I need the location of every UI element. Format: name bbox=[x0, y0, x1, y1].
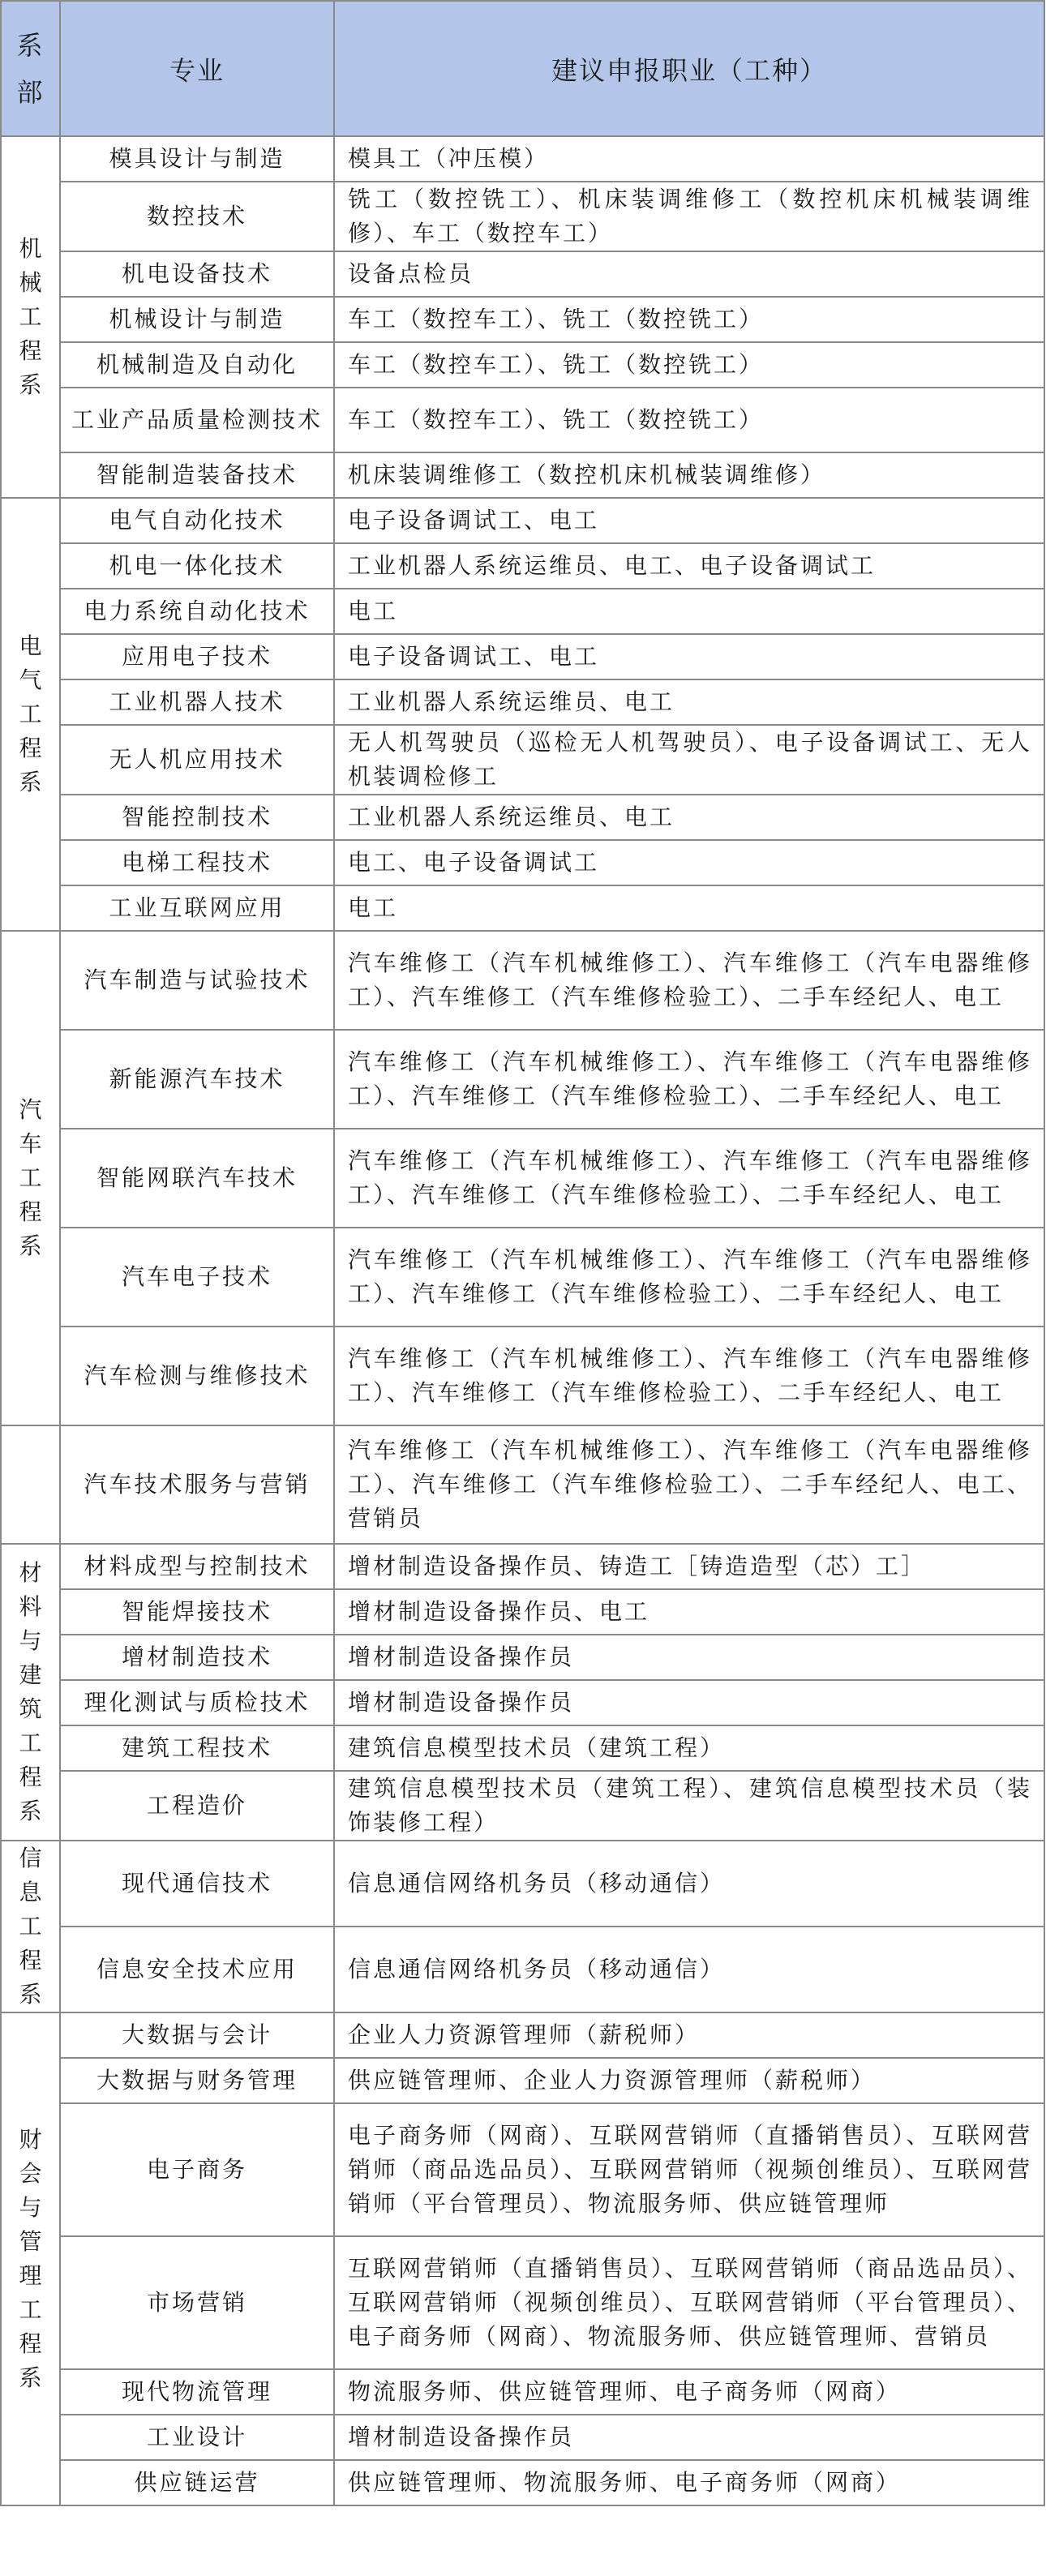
occupation-cell: 电子设备调试工、电工 bbox=[334, 498, 1044, 543]
table-row bbox=[1, 136, 1044, 182]
occupation-cell: 工业机器人系统运维员、电工 bbox=[334, 679, 1044, 725]
header-dept-text: 系部 bbox=[16, 29, 45, 108]
occupation-cell: 汽车维修工（汽车机械维修工）、汽车维修工（汽车电器维修工）、汽车维修工（汽车维修检验工）、二手车经纪人、电工 bbox=[334, 1327, 1044, 1425]
major-cell: 材料成型与控制技术 bbox=[60, 1544, 334, 1589]
occupation-cell: 企业人力资源管理师（薪税师） bbox=[334, 2012, 1044, 2058]
major-cell: 电力系统自动化技术 bbox=[60, 589, 334, 634]
header-major: 专业 bbox=[60, 1, 334, 136]
table-row bbox=[1, 589, 1044, 634]
occupation-cell: 物流服务师、供应链管理师、电子商务师（网商） bbox=[334, 2369, 1044, 2415]
major-cell: 电子商务 bbox=[60, 2103, 334, 2236]
occupation-cell: 车工（数控车工）、铣工（数控铣工） bbox=[334, 297, 1044, 342]
table-row bbox=[1, 634, 1044, 679]
major-cell: 市场营销 bbox=[60, 2236, 334, 2369]
occupation-cell: 信息通信网络机务员（移动通信） bbox=[334, 1841, 1044, 1927]
table-row bbox=[1, 182, 1044, 251]
table-row bbox=[1, 2369, 1044, 2415]
table-row bbox=[1, 543, 1044, 589]
major-cell: 工业设计 bbox=[60, 2415, 334, 2460]
major-cell: 机电设备技术 bbox=[60, 251, 334, 297]
header-dept bbox=[1, 1, 60, 136]
occupation-cell: 汽车维修工（汽车机械维修工）、汽车维修工（汽车电器维修工）、汽车维修工（汽车维修检验工）、二手车经纪人、电工 bbox=[334, 1030, 1044, 1129]
table-row bbox=[1, 1228, 1044, 1327]
major-cell: 建筑工程技术 bbox=[60, 1725, 334, 1771]
table-row bbox=[1, 1635, 1044, 1680]
major-cell: 机械制造及自动化 bbox=[60, 342, 334, 388]
table-row bbox=[1, 2012, 1044, 2058]
major-cell: 工程造价 bbox=[60, 1771, 334, 1841]
table-row bbox=[1, 1841, 1044, 1927]
table-row bbox=[1, 1771, 1044, 1841]
major-cell: 工业产品质量检测技术 bbox=[60, 388, 334, 452]
major-cell: 大数据与会计 bbox=[60, 2012, 334, 2058]
table-row bbox=[1, 1589, 1044, 1635]
table-row bbox=[1, 885, 1044, 931]
table-row bbox=[1, 297, 1044, 342]
major-cell: 理化测试与质检技术 bbox=[60, 1680, 334, 1725]
major-cell: 现代物流管理 bbox=[60, 2369, 334, 2415]
table-row bbox=[1, 342, 1044, 388]
major-cell: 汽车制造与试验技术 bbox=[60, 931, 334, 1030]
major-cell: 应用电子技术 bbox=[60, 634, 334, 679]
dept-cell bbox=[1, 931, 60, 1425]
header-occupation: 建议申报职业（工种） bbox=[334, 1, 1044, 136]
dept-name: 机械工程系 bbox=[19, 235, 42, 398]
dept-cell bbox=[1, 1425, 60, 1544]
major-cell: 汽车电子技术 bbox=[60, 1228, 334, 1327]
table-row bbox=[1, 452, 1044, 498]
occupation-cell: 车工（数控车工）、铣工（数控铣工） bbox=[334, 342, 1044, 388]
occupation-cell: 供应链管理师、企业人力资源管理师（薪税师） bbox=[334, 2058, 1044, 2103]
occupation-cell: 铣工（数控铣工）、机床装调维修工（数控机床机械装调维修）、车工（数控车工） bbox=[334, 182, 1044, 251]
table-row bbox=[1, 2460, 1044, 2505]
major-cell: 数控技术 bbox=[60, 182, 334, 251]
table-row bbox=[1, 1725, 1044, 1771]
table-row bbox=[1, 725, 1044, 795]
dept-cell bbox=[1, 136, 60, 498]
major-cell: 机械设计与制造 bbox=[60, 297, 334, 342]
table-row bbox=[1, 795, 1044, 840]
table-row bbox=[1, 1327, 1044, 1425]
major-cell: 供应链运营 bbox=[60, 2460, 334, 2505]
table-row bbox=[1, 679, 1044, 725]
occupation-cell: 增材制造设备操作员 bbox=[334, 1635, 1044, 1680]
occupation-cell: 车工（数控车工）、铣工（数控铣工） bbox=[334, 388, 1044, 452]
occupation-cell: 增材制造设备操作员 bbox=[334, 1680, 1044, 1725]
occupation-cell: 汽车维修工（汽车机械维修工）、汽车维修工（汽车电器维修工）、汽车维修工（汽车维修检验工）、二手车经纪人、电工、营销员 bbox=[334, 1425, 1044, 1544]
occupation-cell: 信息通信网络机务员（移动通信） bbox=[334, 1927, 1044, 2012]
occupation-cell: 汽车维修工（汽车机械维修工）、汽车维修工（汽车电器维修工）、汽车维修工（汽车维修检验工）、二手车经纪人、电工 bbox=[334, 931, 1044, 1030]
dept-cell bbox=[1, 2012, 60, 2505]
major-cell: 电梯工程技术 bbox=[60, 840, 334, 885]
dept-name: 财会与管理工程系 bbox=[19, 2126, 42, 2391]
occupation-cell: 建筑信息模型技术员（建筑工程） bbox=[334, 1725, 1044, 1771]
table-row bbox=[1, 388, 1044, 452]
major-cell: 电气自动化技术 bbox=[60, 498, 334, 543]
table-row bbox=[1, 1129, 1044, 1228]
table-body bbox=[1, 136, 1044, 2505]
major-cell: 汽车技术服务与营销 bbox=[60, 1425, 334, 1544]
occupation-cell: 建筑信息模型技术员（建筑工程）、建筑信息模型技术员（装饰装修工程） bbox=[334, 1771, 1044, 1841]
occupation-cell: 电工 bbox=[334, 589, 1044, 634]
dept-name: 电气工程系 bbox=[19, 632, 42, 795]
occupation-cell: 增材制造设备操作员、铸造工［铸造造型（芯）工］ bbox=[334, 1544, 1044, 1589]
occupation-cell: 互联网营销师（直播销售员）、互联网营销师（商品选品员）、互联网营销师（视频创维员）、互联网营销师（平台管理员）、电子商务师（网商）、物流服务师、供应链管理师、营销员 bbox=[334, 2236, 1044, 2369]
occupation-cell: 增材制造设备操作员 bbox=[334, 2415, 1044, 2460]
major-cell: 现代通信技术 bbox=[60, 1841, 334, 1927]
table-row bbox=[1, 1425, 1044, 1544]
occupation-cell: 电子商务师（网商）、互联网营销师（直播销售员）、互联网营销师（商品选品员）、互联网营销师（视频创维员）、互联网营销师（平台管理员）、物流服务师、供应链管理师 bbox=[334, 2103, 1044, 2236]
dept-cell bbox=[1, 498, 60, 931]
occupation-cell: 电工、电子设备调试工 bbox=[334, 840, 1044, 885]
occupation-cell: 供应链管理师、物流服务师、电子商务师（网商） bbox=[334, 2460, 1044, 2505]
major-cell: 智能制造装备技术 bbox=[60, 452, 334, 498]
major-cell: 工业机器人技术 bbox=[60, 679, 334, 725]
occupation-cell: 模具工（冲压模） bbox=[334, 136, 1044, 182]
occupation-cell: 汽车维修工（汽车机械维修工）、汽车维修工（汽车电器维修工）、汽车维修工（汽车维修检验工）、二手车经纪人、电工 bbox=[334, 1129, 1044, 1228]
major-cell: 工业互联网应用 bbox=[60, 885, 334, 931]
major-cell: 新能源汽车技术 bbox=[60, 1030, 334, 1129]
occupation-cell: 工业机器人系统运维员、电工 bbox=[334, 795, 1044, 840]
major-cell: 模具设计与制造 bbox=[60, 136, 334, 182]
table-row bbox=[1, 1030, 1044, 1129]
dept-name: 信息工程系 bbox=[19, 1845, 42, 2008]
table-row bbox=[1, 1544, 1044, 1589]
table-row bbox=[1, 2415, 1044, 2460]
table-row bbox=[1, 1680, 1044, 1725]
major-cell: 大数据与财务管理 bbox=[60, 2058, 334, 2103]
table-row bbox=[1, 840, 1044, 885]
dept-name: 材料与建筑工程系 bbox=[19, 1559, 42, 1824]
occupation-cell: 机床装调维修工（数控机床机械装调维修） bbox=[334, 452, 1044, 498]
major-cell: 智能网联汽车技术 bbox=[60, 1129, 334, 1228]
occupation-cell: 电工 bbox=[334, 885, 1044, 931]
major-cell: 智能控制技术 bbox=[60, 795, 334, 840]
occupation-cell: 无人机驾驶员（巡检无人机驾驶员）、电子设备调试工、无人机装调检修工 bbox=[334, 725, 1044, 795]
table-row bbox=[1, 1927, 1044, 2012]
occupation-cell: 电子设备调试工、电工 bbox=[334, 634, 1044, 679]
dept-name: 汽车工程系 bbox=[19, 1096, 42, 1259]
table-row bbox=[1, 498, 1044, 543]
major-cell: 机电一体化技术 bbox=[60, 543, 334, 589]
table-row bbox=[1, 2058, 1044, 2103]
occupation-cell: 设备点检员 bbox=[334, 251, 1044, 297]
table-row bbox=[1, 251, 1044, 297]
table-row bbox=[1, 931, 1044, 1030]
dept-cell bbox=[1, 1544, 60, 1841]
major-cell: 智能焊接技术 bbox=[60, 1589, 334, 1635]
major-cell: 增材制造技术 bbox=[60, 1635, 334, 1680]
table-row bbox=[1, 2103, 1044, 2236]
major-cell: 信息安全技术应用 bbox=[60, 1927, 334, 2012]
major-cell: 无人机应用技术 bbox=[60, 725, 334, 795]
occupation-cell: 工业机器人系统运维员、电工、电子设备调试工 bbox=[334, 543, 1044, 589]
occupation-cell: 汽车维修工（汽车机械维修工）、汽车维修工（汽车电器维修工）、汽车维修工（汽车维修检验工）、二手车经纪人、电工 bbox=[334, 1228, 1044, 1327]
major-cell: 汽车检测与维修技术 bbox=[60, 1327, 334, 1425]
dept-cell bbox=[1, 1841, 60, 2012]
table-header-row bbox=[1, 1, 1044, 136]
table-row bbox=[1, 2236, 1044, 2369]
occupation-cell: 增材制造设备操作员、电工 bbox=[334, 1589, 1044, 1635]
